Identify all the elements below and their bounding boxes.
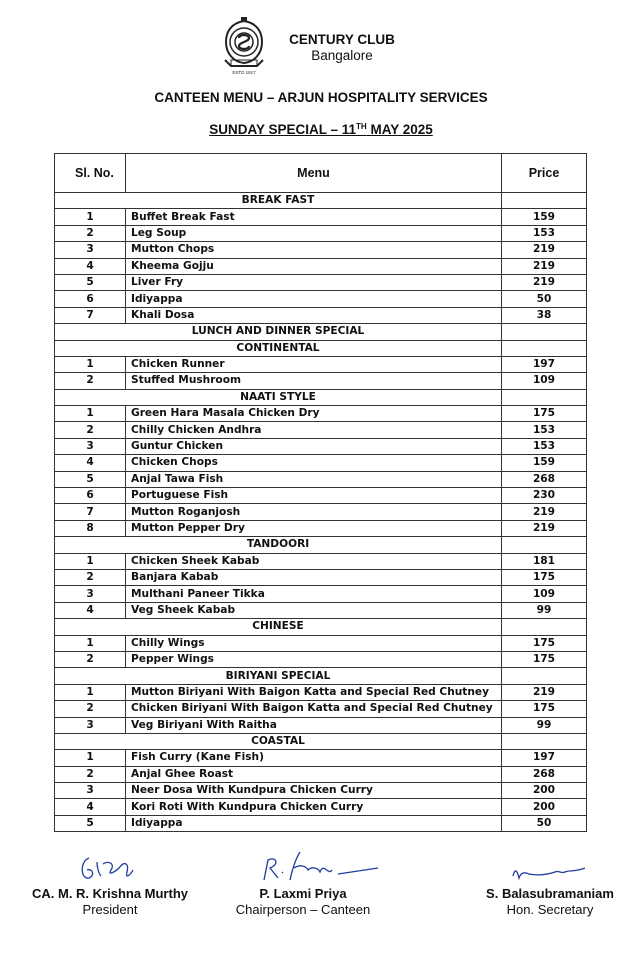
item-price: 159 xyxy=(502,455,587,471)
section-header-row xyxy=(55,193,587,209)
item-price: 109 xyxy=(502,373,587,389)
item-name: Liver Fry xyxy=(126,274,502,290)
table-row xyxy=(55,750,587,766)
item-number: 1 xyxy=(55,684,126,700)
item-price: 175 xyxy=(502,406,587,422)
section-title: COASTAL xyxy=(55,733,502,749)
item-price: 268 xyxy=(502,471,587,487)
section-price-empty xyxy=(502,619,587,635)
signatory-role: President xyxy=(82,902,138,917)
signatory-chairperson xyxy=(218,850,388,918)
item-name: Mutton Roganjosh xyxy=(126,504,502,520)
table-row xyxy=(55,504,587,520)
item-price: 99 xyxy=(502,602,587,618)
table-row xyxy=(55,635,587,651)
item-name: Kheema Gojju xyxy=(126,258,502,274)
section-title: BREAK FAST xyxy=(55,193,502,209)
section-price-empty xyxy=(502,340,587,356)
item-name: Anjal Tawa Fish xyxy=(126,471,502,487)
signatory-role: Hon. Secretary xyxy=(506,902,594,917)
item-price: 175 xyxy=(502,651,587,667)
table-row xyxy=(55,356,587,372)
item-name: Chicken Chops xyxy=(126,455,502,471)
item-number: 2 xyxy=(55,651,126,667)
section-title: CONTINENTAL xyxy=(55,340,502,356)
item-number: 4 xyxy=(55,799,126,815)
svg-text:ESTD 1917: ESTD 1917 xyxy=(232,70,256,75)
signatory-name: CA. M. R. Krishna Murthy xyxy=(31,886,188,901)
table-header-row xyxy=(55,154,587,193)
item-price: 50 xyxy=(502,291,587,307)
signatory-president xyxy=(20,850,200,918)
item-price: 159 xyxy=(502,209,587,225)
item-price: 200 xyxy=(502,783,587,799)
item-number: 4 xyxy=(55,455,126,471)
item-number: 3 xyxy=(55,438,126,454)
item-name: Green Hara Masala Chicken Dry xyxy=(126,406,502,422)
signatory-name: S. Balasubramaniam xyxy=(486,886,614,901)
item-number: 1 xyxy=(55,635,126,651)
table-row xyxy=(55,717,587,733)
section-title: NAATI STYLE xyxy=(55,389,502,405)
table-row xyxy=(55,602,587,618)
table-row xyxy=(55,783,587,799)
item-number: 1 xyxy=(55,356,126,372)
item-number: 2 xyxy=(55,422,126,438)
table-row xyxy=(55,586,587,602)
subtitle-superscript: TH xyxy=(356,122,367,131)
item-number: 1 xyxy=(55,553,126,569)
item-price: 38 xyxy=(502,307,587,323)
item-price: 175 xyxy=(502,701,587,717)
item-price: 219 xyxy=(502,274,587,290)
item-number: 3 xyxy=(55,717,126,733)
table-row xyxy=(55,307,587,323)
item-number: 1 xyxy=(55,406,126,422)
item-number: 5 xyxy=(55,815,126,831)
club-city: Bangalore xyxy=(311,48,373,63)
table-row xyxy=(55,406,587,422)
item-number: 4 xyxy=(55,602,126,618)
item-number: 1 xyxy=(55,209,126,225)
item-name: Multhani Paneer Tikka xyxy=(126,586,502,602)
table-row xyxy=(55,651,587,667)
item-price: 200 xyxy=(502,799,587,815)
signatures xyxy=(0,850,642,940)
item-number: 7 xyxy=(55,504,126,520)
table-row xyxy=(55,373,587,389)
table-row xyxy=(55,422,587,438)
subtitle-text: SUNDAY SPECIAL – 11 xyxy=(209,122,357,137)
subtitle-date: MAY 2025 xyxy=(366,122,433,137)
item-price: 175 xyxy=(502,569,587,585)
item-number: 2 xyxy=(55,766,126,782)
item-price: 219 xyxy=(502,242,587,258)
table-row xyxy=(55,455,587,471)
item-name: Buffet Break Fast xyxy=(126,209,502,225)
item-number: 5 xyxy=(55,274,126,290)
section-title: BIRIYANI SPECIAL xyxy=(55,668,502,684)
item-name: Portuguese Fish xyxy=(126,488,502,504)
item-name: Mutton Biriyani With Baigon Katta and Special Red Chutney xyxy=(126,684,502,700)
signature-icon xyxy=(75,850,145,886)
item-price: 219 xyxy=(502,520,587,536)
item-number: 3 xyxy=(55,242,126,258)
item-number: 4 xyxy=(55,258,126,274)
item-number: 2 xyxy=(55,225,126,241)
table-row xyxy=(55,684,587,700)
column-header-menu: Menu xyxy=(126,154,502,193)
item-name: Chicken Sheek Kabab xyxy=(126,553,502,569)
item-name: Kori Roti With Kundpura Chicken Curry xyxy=(126,799,502,815)
item-price: 219 xyxy=(502,504,587,520)
signatory-role: Chairperson – Canteen xyxy=(235,902,371,917)
section-title: CHINESE xyxy=(55,619,502,635)
item-number: 2 xyxy=(55,701,126,717)
item-price: 99 xyxy=(502,717,587,733)
club-name: CENTURY CLUB xyxy=(289,32,395,47)
table-row xyxy=(55,553,587,569)
table-row xyxy=(55,225,587,241)
section-price-empty xyxy=(502,668,587,684)
section-price-empty xyxy=(502,537,587,553)
item-price: 175 xyxy=(502,635,587,651)
section-header-row xyxy=(55,619,587,635)
item-name: Idiyappa xyxy=(126,815,502,831)
table-row xyxy=(55,815,587,831)
table-row xyxy=(55,471,587,487)
item-price: 153 xyxy=(502,438,587,454)
item-price: 197 xyxy=(502,750,587,766)
item-name: Chilly Chicken Andhra xyxy=(126,422,502,438)
item-price: 219 xyxy=(502,684,587,700)
table-row xyxy=(55,438,587,454)
signatory-secretary xyxy=(470,850,630,918)
table-row xyxy=(55,258,587,274)
table-row xyxy=(55,569,587,585)
table-row xyxy=(55,520,587,536)
item-name: Veg Biriyani With Raitha xyxy=(126,717,502,733)
item-name: Pepper Wings xyxy=(126,651,502,667)
table-row xyxy=(55,274,587,290)
club-emblem-icon xyxy=(219,14,269,76)
item-name: Khali Dosa xyxy=(126,307,502,323)
page-title: CANTEEN MENU – ARJUN HOSPITALITY SERVICES xyxy=(154,90,488,105)
item-name: Leg Soup xyxy=(126,225,502,241)
section-price-empty xyxy=(502,193,587,209)
item-name: Fish Curry (Kane Fish) xyxy=(126,750,502,766)
item-name: Chicken Biriyani With Baigon Katta and Special Red Chutney xyxy=(126,701,502,717)
item-name: Stuffed Mushroom xyxy=(126,373,502,389)
table-row xyxy=(55,799,587,815)
section-header-row xyxy=(55,389,587,405)
signature-icon xyxy=(505,850,595,886)
section-title: LUNCH AND DINNER SPECIAL xyxy=(55,324,502,340)
item-price: 109 xyxy=(502,586,587,602)
item-name: Neer Dosa With Kundpura Chicken Curry xyxy=(126,783,502,799)
item-name: Anjal Ghee Roast xyxy=(126,766,502,782)
section-header-row xyxy=(55,537,587,553)
section-header-row xyxy=(55,340,587,356)
section-price-empty xyxy=(502,733,587,749)
item-number: 1 xyxy=(55,750,126,766)
table-row xyxy=(55,291,587,307)
item-price: 181 xyxy=(502,553,587,569)
section-price-empty xyxy=(502,389,587,405)
item-number: 7 xyxy=(55,307,126,323)
item-name: Guntur Chicken xyxy=(126,438,502,454)
menu-table xyxy=(54,153,587,832)
section-header-row xyxy=(55,733,587,749)
item-name: Mutton Chops xyxy=(126,242,502,258)
table-row xyxy=(55,766,587,782)
column-header-price: Price xyxy=(502,154,587,193)
item-name: Banjara Kabab xyxy=(126,569,502,585)
item-number: 5 xyxy=(55,471,126,487)
item-name: Veg Sheek Kabab xyxy=(126,602,502,618)
item-price: 219 xyxy=(502,258,587,274)
item-price: 50 xyxy=(502,815,587,831)
item-number: 6 xyxy=(55,488,126,504)
section-title: TANDOORI xyxy=(55,537,502,553)
item-number: 3 xyxy=(55,586,126,602)
item-number: 6 xyxy=(55,291,126,307)
item-price: 268 xyxy=(502,766,587,782)
table-row xyxy=(55,701,587,717)
item-price: 153 xyxy=(502,422,587,438)
item-number: 3 xyxy=(55,783,126,799)
club-header xyxy=(272,32,412,64)
item-name: Chilly Wings xyxy=(126,635,502,651)
section-header-row xyxy=(55,324,587,340)
item-price: 197 xyxy=(502,356,587,372)
page-subtitle xyxy=(0,122,642,137)
section-price-empty xyxy=(502,324,587,340)
section-header-row xyxy=(55,668,587,684)
item-number: 8 xyxy=(55,520,126,536)
signature-icon xyxy=(228,850,378,886)
item-number: 2 xyxy=(55,569,126,585)
item-name: Mutton Pepper Dry xyxy=(126,520,502,536)
column-header-no: Sl. No. xyxy=(55,154,126,193)
table-row xyxy=(55,209,587,225)
signatory-name: P. Laxmi Priya xyxy=(259,886,347,901)
item-number: 2 xyxy=(55,373,126,389)
table-row xyxy=(55,242,587,258)
menu-body xyxy=(55,193,587,832)
item-name: Idiyappa xyxy=(126,291,502,307)
item-price: 153 xyxy=(502,225,587,241)
table-row xyxy=(55,488,587,504)
item-price: 230 xyxy=(502,488,587,504)
item-name: Chicken Runner xyxy=(126,356,502,372)
